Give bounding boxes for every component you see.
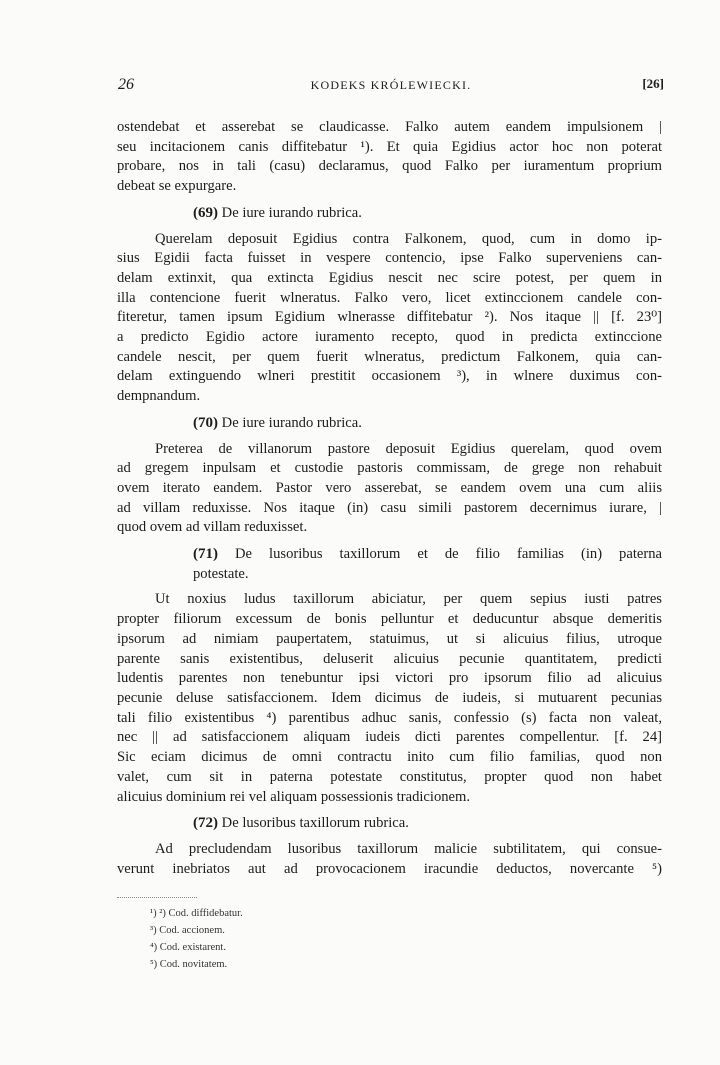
text-line: sius Egidii facta fuisset in vespere contencio, ipse Falko superveniens can- bbox=[117, 250, 662, 267]
footnote: ⁵) Cod. novitatem. bbox=[150, 959, 228, 970]
text-line: ovem iterato eandem. Pastor vero asserebat, se eandem ovem una cum aliis bbox=[117, 479, 662, 496]
text-line: verunt inebriatos aut ad provocacionem iracundie deductos, novercante ⁵) bbox=[117, 860, 662, 877]
paragraph-70 bbox=[117, 440, 662, 539]
paragraph-72 bbox=[117, 840, 662, 879]
text-line: ad gregem inpulsam et custodie pastoris commissam, de grege non rehabuit bbox=[117, 460, 662, 477]
text-line: ostendebat et asserebat se claudicasse. Falko autem eandem impulsionem | bbox=[117, 119, 662, 135]
main-text bbox=[117, 118, 662, 879]
text-line: Ut noxius ludus taxillorum abiciatur, per quem sepius iusti patres bbox=[155, 591, 662, 608]
text-line: Querelam deposuit Egidius contra Falkonem, quod, cum in domo ip- bbox=[155, 230, 662, 247]
text-line: nec || ad satisfaccionem aliquam iudeis dicti parentes compellentur. [f. 24] bbox=[117, 729, 662, 746]
text-line: quod ovem ad villam reduxisset. bbox=[117, 519, 308, 536]
text-line: Preterea de villanorum pastore deposuit Egidius querelam, quod ovem bbox=[155, 440, 662, 457]
text-line: alicuius dominium rei vel aliquam possessionis tradicionem. bbox=[117, 788, 471, 805]
paragraph-intro bbox=[117, 118, 662, 197]
running-header bbox=[118, 76, 664, 96]
text-line: debeat se expurgare. bbox=[117, 178, 237, 195]
footnote: ³) Cod. accionem. bbox=[150, 925, 225, 936]
text-line: ludentis parentes non tenebuntur ipsi victori pro ipsorum filio ad alicuius bbox=[117, 670, 662, 687]
rubric-69 bbox=[117, 204, 662, 224]
rubric-title: De iure iurando rubrica. bbox=[221, 414, 362, 431]
footnote: ⁴) Cod. existarent. bbox=[150, 942, 226, 953]
text-line: propter filiorum excessum de bonis pelluntur et deducuntur absque demeritis bbox=[117, 611, 662, 628]
rubric-line: potestate. bbox=[193, 565, 249, 582]
text-line: a predicto Egidio actore iuramento recepto, quod in predicta extinccione bbox=[117, 329, 662, 346]
paragraph-69 bbox=[117, 230, 662, 407]
rubric-number: (70) bbox=[193, 414, 218, 431]
text-line: Sic eciam dicimus de omni contractu inito cum filio familias, quod non bbox=[117, 749, 662, 766]
rubric-line bbox=[193, 545, 662, 565]
rubric-title: De lusoribus taxillorum et de filio familias (in) paterna bbox=[235, 546, 662, 563]
rubric-70 bbox=[117, 414, 662, 434]
text-line: fiteretur, tamen ipsum Egidium wlnerasse diffitebatur ²). Nos itaque || [f. 23⁰] bbox=[117, 309, 662, 326]
rubric-number: (71) bbox=[193, 546, 218, 563]
rubric-72 bbox=[117, 814, 662, 834]
text-line: dempnandum. bbox=[117, 388, 201, 405]
footnotes bbox=[150, 905, 243, 973]
text-line: seu incitacionem canis diffitebatur ¹). Et quia Egidius actor hoc non poterat bbox=[117, 138, 662, 155]
paragraph-71 bbox=[117, 590, 662, 807]
text-line: probare, nos in tali (casu) declaramus, quod Falko per iuramentum proprium bbox=[117, 158, 662, 175]
text-line: ipsorum ad nimiam paupertatem, statuimus, ut si alicuius filius, utroque bbox=[117, 630, 662, 647]
page-number: 26 bbox=[118, 76, 134, 93]
rubric-title: De iure iurando rubrica. bbox=[221, 204, 362, 221]
rubric-71 bbox=[117, 545, 662, 584]
text-line: tali filio existentibus ⁴) parentibus adhuc sanis, confessio (s) facta non valeat, bbox=[117, 709, 662, 726]
rubric-number: (69) bbox=[193, 204, 218, 221]
folio-marker: [26] bbox=[642, 76, 664, 91]
text-line: delam extinxit, qua extincta Egidius nescit nec scire potest, per quem in bbox=[117, 269, 662, 286]
text-line: candele nescit, per quem fuerit wlneratus, predictum Falkonem, quia can- bbox=[117, 348, 662, 365]
text-line: valet, cum sit in paterna potestate constitutus, propter quod non habet bbox=[117, 768, 662, 785]
text-line: delam extinguendo wlneri prestitit occasionem ³), in wlnere duximus con- bbox=[117, 368, 662, 385]
running-title: KODEKS KRÓLEWIECKI. bbox=[310, 78, 472, 92]
footnote-rule bbox=[117, 897, 197, 898]
text-line: pecunie deluse satisfaccionem. Idem dicimus de iudeis, si mutuarent pecunias bbox=[117, 689, 662, 706]
text-line: illa contencione fuerit wlneratus. Falko vero, licet extinccionem candele con- bbox=[117, 289, 662, 306]
text-line: Ad precludendam lusoribus taxillorum malicie subtilitatem, qui consue- bbox=[155, 840, 662, 857]
text-line: parente sanis existentibus, deluserit alicuius pecunie quantitatem, predicti bbox=[117, 650, 662, 667]
text-line: ad villam reduxisse. Nos itaque (in) casu simili pastorem decernimus iurare, | bbox=[117, 499, 662, 516]
footnote: ¹) ²) Cod. diffidebatur. bbox=[150, 908, 243, 919]
rubric-number: (72) bbox=[193, 815, 218, 832]
rubric-title: De lusoribus taxillorum rubrica. bbox=[221, 815, 409, 832]
